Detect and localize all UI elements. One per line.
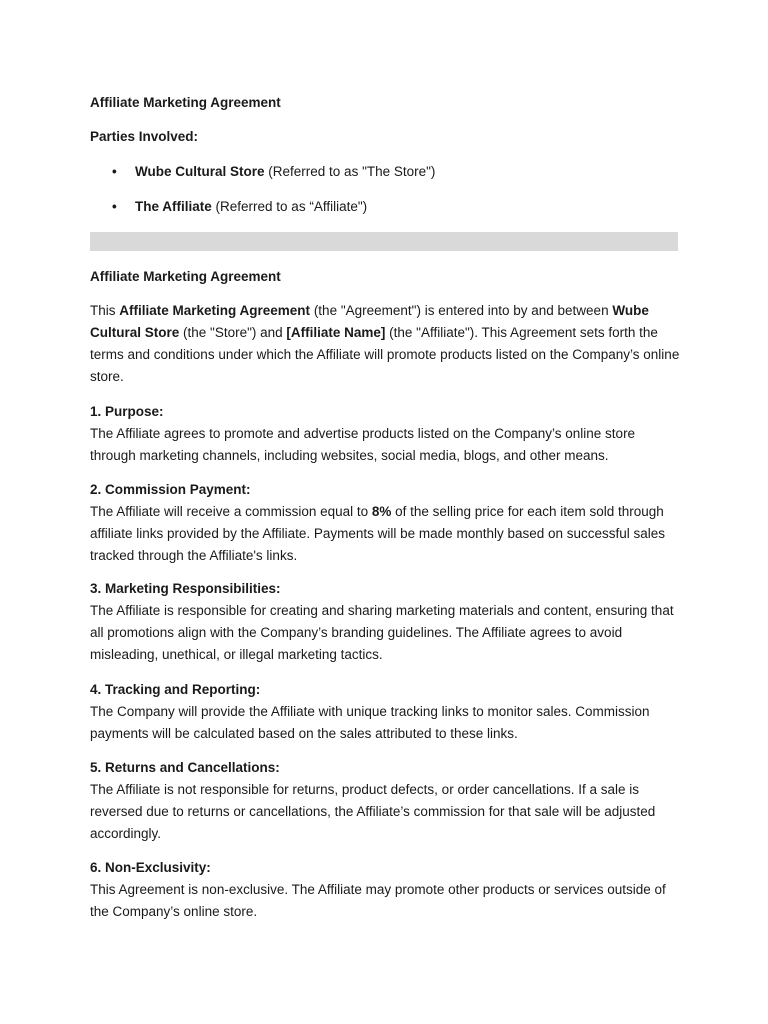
intro-text: This xyxy=(90,303,120,318)
clause-heading: 3. Marketing Responsibilities: xyxy=(90,581,281,596)
section-title: Affiliate Marketing Agreement xyxy=(90,269,281,284)
party-text xyxy=(135,163,435,181)
intro-paragraph xyxy=(90,300,680,388)
document-title: Affiliate Marketing Agreement xyxy=(90,95,281,110)
clause-non-exclusivity xyxy=(90,859,680,923)
clause-body: The Affiliate is not responsible for returns, product defects, or order cancellations. If a sale is reversed due to returns or cancellations, the Affiliate’s commission for that sale will be adjusted accordingly. xyxy=(90,782,656,841)
party-description: (Referred to as “Affiliate") xyxy=(215,199,368,214)
clause-body: The Company will provide the Affiliate with unique tracking links to monitor sales. Commission payments will be calculated based on the sales attributed to these links. xyxy=(90,704,650,741)
party-text xyxy=(135,198,367,216)
intro-bold-store: Wube Cultural Store xyxy=(90,303,649,340)
parties-heading: Parties Involved: xyxy=(90,129,199,144)
clause-returns xyxy=(90,759,680,845)
clause-commission xyxy=(90,481,680,567)
clause-heading: 6. Non-Exclusivity: xyxy=(90,860,211,875)
clause-heading: 2. Commission Payment: xyxy=(90,482,251,497)
intro-text: (the "Store") and xyxy=(179,325,287,340)
party-name: The Affiliate xyxy=(135,199,212,214)
intro-text: (the "Agreement") is entered into by and between xyxy=(310,303,613,318)
section-divider xyxy=(90,232,678,251)
clause-text: The Affiliate will receive a commission equal to xyxy=(90,504,372,519)
clause-heading: 4. Tracking and Reporting: xyxy=(90,682,261,697)
party-name: Wube Cultural Store xyxy=(135,164,265,179)
clause-marketing xyxy=(90,580,680,666)
bullet-icon: • xyxy=(112,164,117,179)
clause-body: The Affiliate agrees to promote and advertise products listed on the Company’s online store through marketing channels, including websites, social media, blogs, and other means. xyxy=(90,426,636,463)
commission-rate: 8% xyxy=(371,504,392,519)
bullet-icon: • xyxy=(112,199,117,214)
clause-body xyxy=(90,501,680,567)
intro-text: (the "Affiliate"). This Agreement sets forth the terms and conditions under which the Affiliate will promote products listed on the Company’s online store. xyxy=(90,325,680,384)
clause-heading: 1. Purpose: xyxy=(90,404,164,419)
party-description: (Referred to as "The Store") xyxy=(268,164,436,179)
clause-heading: 5. Returns and Cancellations: xyxy=(90,760,280,775)
intro-bold-affiliate-name: [Affiliate Name] xyxy=(286,325,386,340)
clause-purpose xyxy=(90,403,680,467)
clause-body: This Agreement is non-exclusive. The Affiliate may promote other products or services outside of the Company’s online store. xyxy=(90,882,666,919)
clause-text: of the selling price for each item sold through affiliate links provided by the Affiliate. Payments will be made monthly based on successful sales tracked through the Affiliate's links. xyxy=(90,504,666,563)
clause-tracking xyxy=(90,681,680,745)
clause-body: The Affiliate is responsible for creating and sharing marketing materials and content, ensuring that all promotions align with the Company’s branding guidelines. The Affiliate agrees to avoid misleading, unethical, or illegal marketing tactics. xyxy=(90,603,674,662)
intro-bold-agreement: Affiliate Marketing Agreement xyxy=(119,303,311,318)
